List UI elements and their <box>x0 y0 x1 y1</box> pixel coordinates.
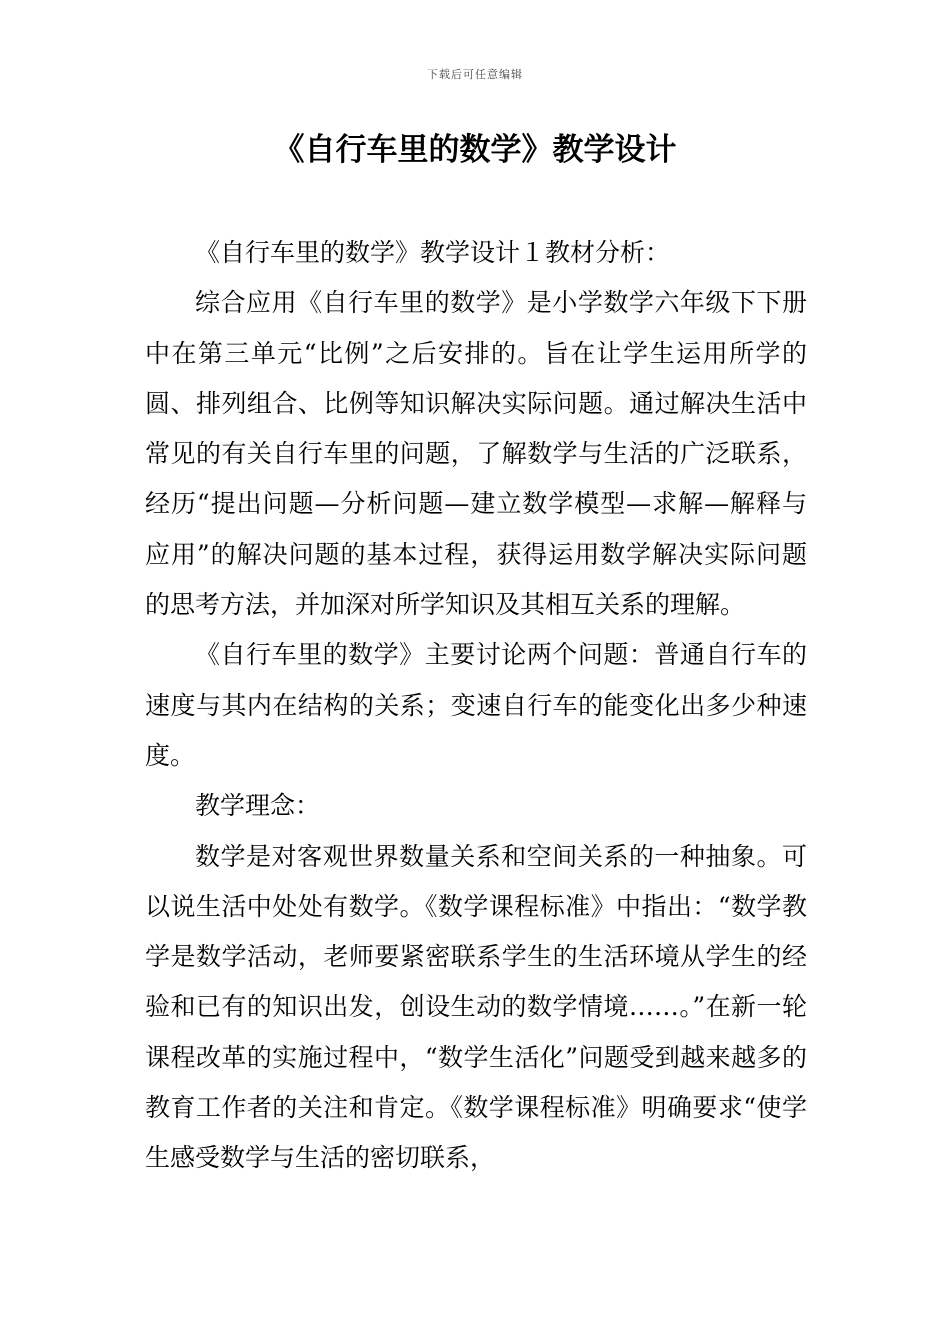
paragraph-main-problems: 《自行车里的数学》主要讨论两个问题：普通自行车的速度与其内在结构的关系；变速自行车的能变化出多少种速度。 <box>145 640 807 770</box>
paragraph-teaching-philosophy: 数学是对客观世界数量关系和空间关系的一种抽象。可以说生活中处处有数学。《数学课程标准》中指出：“数学教学是数学活动，老师要紧密联系学生的生活环境从学生的经验和已有的知识出发，创设生动的数学情境……。”在新一轮课程改革的实施过程中，“数学生活化”问题受到越来越多的教育工作者的关注和肯定。《数学课程标准》明确要求“使学生感受数学与生活的密切联系， <box>145 841 807 1173</box>
document-body <box>145 228 807 1184</box>
paragraph-heading-philosophy: 教学理念： <box>195 791 321 821</box>
paragraph-material-analysis: 综合应用《自行车里的数学》是小学数学六年级下下册中在第三单元“比例”之后安排的。旨在让学生运用所学的圆、排列组合、比例等知识解决实际问题。通过解决生活中常见的有关自行车里的问题，了解数学与生活的广泛联系，经历“提出问题—分析问题—建立数学模型—求解—解释与应用”的解决问题的基本过程，获得运用数学解决实际问题的思考方法，并加深对所学知识及其相互关系的理解。 <box>145 288 807 620</box>
document-title: 《自行车里的数学》教学设计 <box>273 132 677 168</box>
paragraph-heading-analysis: 《自行车里的数学》教学设计１教材分析： <box>195 238 671 267</box>
header-note: 下载后可任意编辑 <box>427 68 523 81</box>
